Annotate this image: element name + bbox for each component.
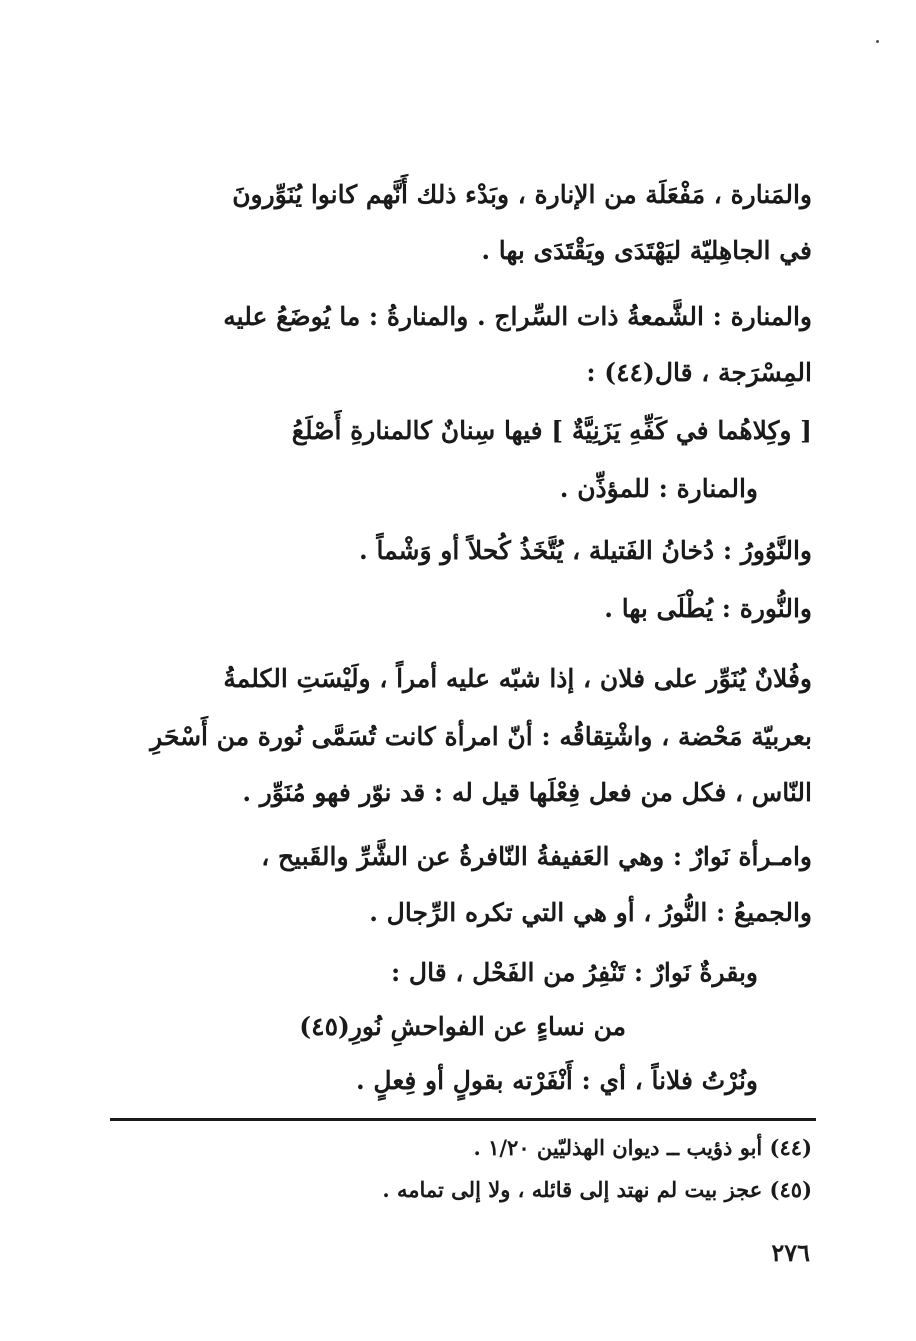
text-line-4: المِسْرَجة ، قال(٤٤) : — [586, 358, 812, 387]
page-number: ٢٧٦ — [771, 1238, 810, 1267]
text-line-9: بعربيّة مَحْضة ، واشْتِقاقُه : أنّ امرأة كانت تُسَمَّى نُورة من أَسْحَرِ — [150, 722, 812, 751]
text-line-12: والجميعُ : النُّورُ ، أو هي التي تكره الرِّجال . — [369, 898, 812, 927]
text-line-6: والنَّوُورُ : دُخانُ الفَتيلة ، يُتَّخَذُ كُحلاً أو وَشْماً . — [359, 536, 812, 565]
text-line-8: وفُلانٌ يُنَوِّر على فلان ، إذا شبّه عليه أمراً ، ولَيْسَتِ الكلمةُ — [223, 664, 812, 693]
footnote-divider — [110, 1118, 816, 1121]
scan-speck — [876, 40, 879, 43]
verse-line-2: من نساءٍ عن الفواحشِ نُورِ(٤٥) — [299, 1012, 626, 1041]
text-line-11: وامـرأة نَوارٌ : وهي العَفيفةُ النّافرةُ عن الشَّرِّ والقَبيح ، — [261, 842, 812, 871]
text-line-14: ونُرْتُ فلاناً ، أي : أَنْفَرْته بقولٍ أو فِعلٍ . — [355, 1066, 758, 1095]
text-line-5: والمنارة : للمؤذِّن . — [559, 474, 758, 503]
text-line-1: والمَنارة ، مَفْعَلَة من الإنارة ، وبَدْء ذلك أَنَّهم كانوا يُنَوِّرونَ — [232, 180, 812, 209]
text-line-10: النّاس ، فكل من فعل فِعْلَها قيل له : قد نوّر فهو مُنَوِّر . — [242, 778, 812, 807]
text-line-3: والمنارة : الشَّمعةُ ذات السِّراج . والمنارةُ : ما يُوضَعُ عليه — [223, 302, 812, 331]
text-line-13: وبقرةٌ نَوارٌ : تَنْفِرُ من الفَحْل ، قال : — [391, 958, 758, 987]
footnote-45: (٤٥) عجز بيت لم نهتد إلى قائله ، ولا إلى تمامه . — [382, 1177, 812, 1202]
text-line-7: والنُّورة : يُطْلَى بها . — [604, 594, 812, 623]
verse-line-1: [ وكِلاهُما في كَفِّهِ يَزَنِيَّةٌ ] فيها سِنانٌ كالمنارةِ أَصْلَعُ — [291, 416, 812, 445]
text-line-2: في الجاهِليّة ليَهْتَدَى ويَقْتَدَى بها . — [481, 236, 812, 265]
footnote-44: (٤٤) أبو ذؤيب ــ ديوان الهذليّين ١/٢٠ . — [473, 1135, 812, 1160]
